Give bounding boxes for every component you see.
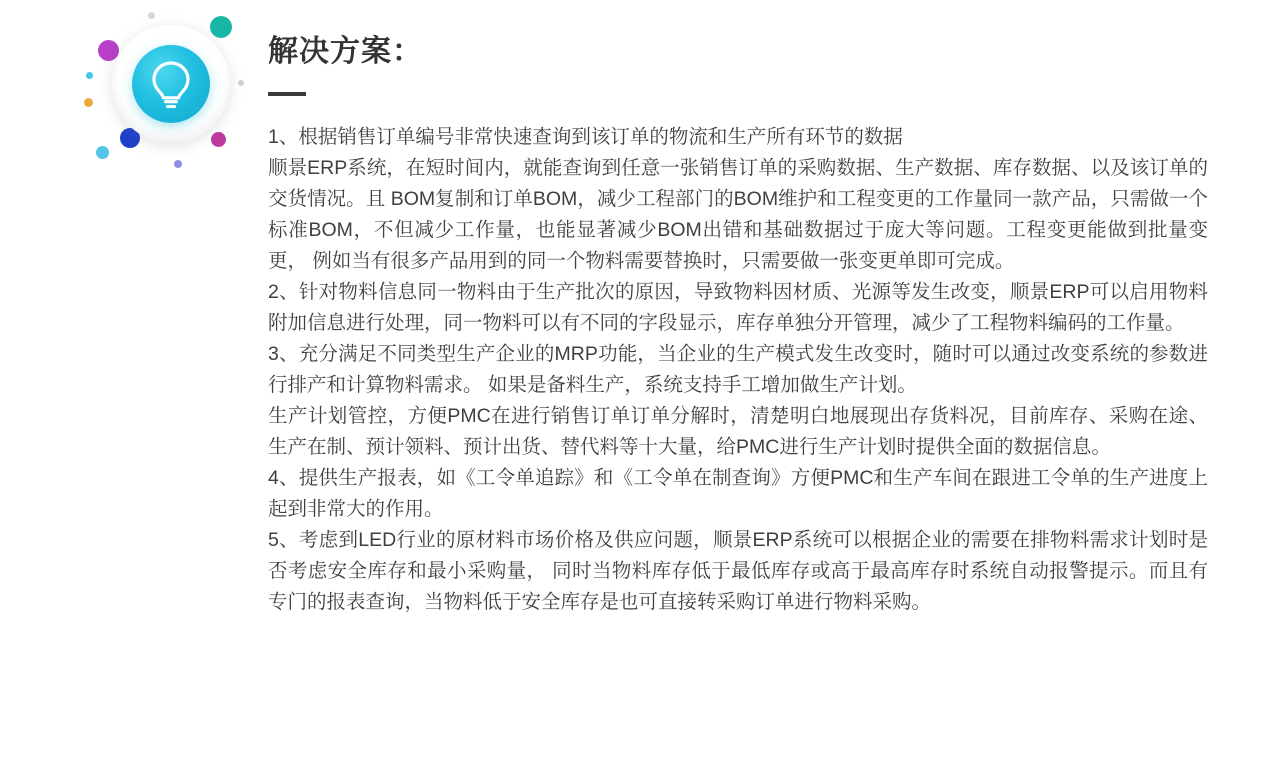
paragraph: 生产计划管控，方便PMC在进行销售订单订单分解时，清楚明白地展现出存货料况，目前库存、采购在途、生产在制、预计领料、预计出货、替代料等十大量，给PMC进行生产计划时提供全面的数据信息。: [268, 405, 1208, 458]
paragraph: 4、提供生产报表，如《工令单追踪》和《工令单在制查询》方便PMC和生产车间在跟进工令单的生产进度上起到非常大的作用。: [268, 467, 1208, 520]
solution-text-block: [268, 122, 1208, 618]
decorative-dot-grey: [148, 12, 155, 19]
decorative-dot-cyan: [86, 72, 93, 79]
paragraph: 5、考虑到LED行业的原材料市场价格及供应问题，顺景ERP系统可以根据企业的需要在排物料需求计划时是否考虑安全库存和最小采购量， 同时当物料库存低于最低库存或高于最高库存时系统自动报警提示。而且有专门的报表查询，当物料低于安全库存是也可直接转采购订单进行物料采购。: [268, 529, 1208, 613]
title-divider: [268, 92, 306, 96]
decorative-dot-lightblue: [96, 146, 109, 159]
paragraph: 1、根据销售订单编号非常快速查询到该订单的物流和生产所有环节的数据: [268, 126, 903, 148]
page-title: 解决方案：: [268, 35, 423, 68]
decorative-dot-grey-small: [238, 80, 244, 86]
decorative-dot-purple: [98, 40, 119, 61]
paragraph: 3、充分满足不同类型生产企业的MRP功能，当企业的生产模式发生改变时，随时可以通过改变系统的参数进行排产和计算物料需求。 如果是备料生产，系统支持手工增加做生产计划。: [268, 343, 1208, 396]
decorative-dot-orange: [84, 98, 93, 107]
lightbulb-icon: [132, 45, 210, 123]
decorative-dot-teal: [210, 16, 232, 38]
content-column: [268, 34, 1208, 618]
paragraph: 2、针对物料信息同一物料由于生产批次的原因，导致物料因材质、光源等发生改变，顺景ERP可以启用物料附加信息进行处理，同一物料可以有不同的字段显示，库存单独分开管理，减少了工程物料编码的工作量。: [268, 281, 1208, 334]
decorative-dot-magenta: [211, 132, 226, 147]
paragraph: 顺景ERP系统，在短时间内，就能查询到任意一张销售订单的采购数据、生产数据、库存数据、以及该订单的交货情况。且 BOM复制和订单BOM，减少工程部门的BOM维护和工程变更的工作量同一款产品，只需做一个标准BOM，不但减少工作量，也能显著减少BOM出错和基础数据过于庞大等问题。工程变更能做到批量变更， 例如当有很多产品用到的同一个物料需要替换时，只需要做一张变更单即可完成。: [268, 157, 1208, 272]
lightbulb-graphic: [78, 10, 258, 175]
decorative-dot-violet: [174, 160, 182, 168]
